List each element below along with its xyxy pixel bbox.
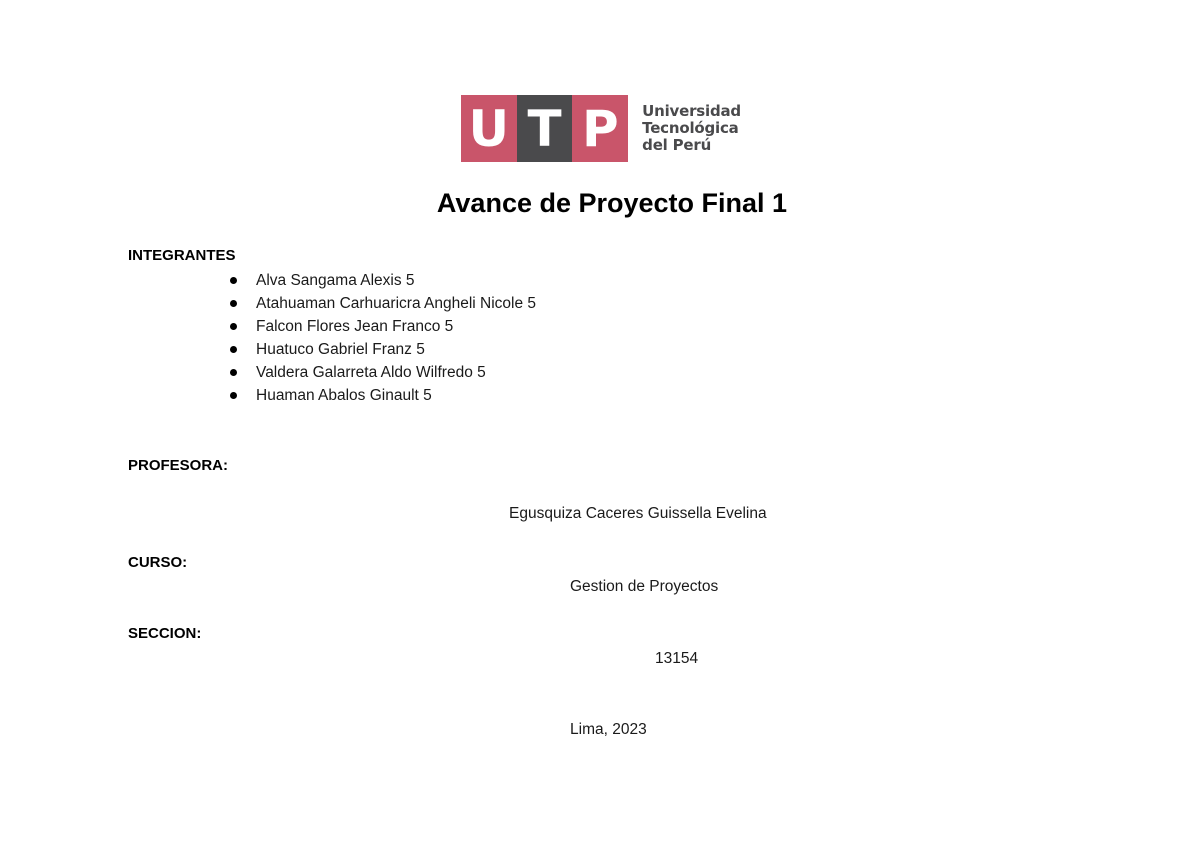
member-name: Huatuco Gabriel Franz 5 xyxy=(256,341,425,358)
list-item xyxy=(228,315,536,338)
list-item xyxy=(228,292,536,315)
utp-logo xyxy=(461,95,741,162)
logo-text-line-2: Tecnológica xyxy=(642,119,739,137)
bullet-icon xyxy=(230,277,237,284)
bullet-icon xyxy=(230,300,237,307)
profesora-label: PROFESORA: xyxy=(128,457,229,474)
seccion-label: SECCION: xyxy=(128,625,202,642)
bullet-icon xyxy=(230,392,237,399)
member-name: Alva Sangama Alexis 5 xyxy=(256,272,415,289)
logo-letter-p: P xyxy=(572,95,628,162)
bullet-icon xyxy=(230,323,237,330)
member-name: Falcon Flores Jean Franco 5 xyxy=(256,318,454,335)
logo-text-line-1: Universidad xyxy=(642,102,741,120)
member-name: Valdera Galarreta Aldo Wilfredo 5 xyxy=(256,364,486,381)
seccion-value: 13154 xyxy=(655,650,699,667)
list-item xyxy=(228,338,536,361)
list-item xyxy=(228,384,536,407)
profesora-value: Egusquiza Caceres Guissella Evelina xyxy=(509,505,767,522)
member-name: Atahuaman Carhuaricra Angheli Nicole 5 xyxy=(256,295,537,312)
list-item xyxy=(228,361,536,384)
curso-label: CURSO: xyxy=(128,554,188,571)
list-item xyxy=(228,269,536,292)
members-list xyxy=(228,269,536,407)
page-title: Avance de Proyecto Final 1 xyxy=(436,188,788,218)
integrantes-label: INTEGRANTES xyxy=(128,247,236,264)
logo-wordmark xyxy=(642,95,741,162)
bullet-icon xyxy=(230,346,237,353)
bullet-icon xyxy=(230,369,237,376)
logo-letter-t: T xyxy=(517,95,573,162)
member-name: Huaman Abalos Ginault 5 xyxy=(256,387,432,404)
place-date: Lima, 2023 xyxy=(570,721,647,738)
logo-text-line-3: del Perú xyxy=(642,136,712,154)
curso-value: Gestion de Proyectos xyxy=(570,578,719,595)
logo-letter-u: U xyxy=(461,95,517,162)
